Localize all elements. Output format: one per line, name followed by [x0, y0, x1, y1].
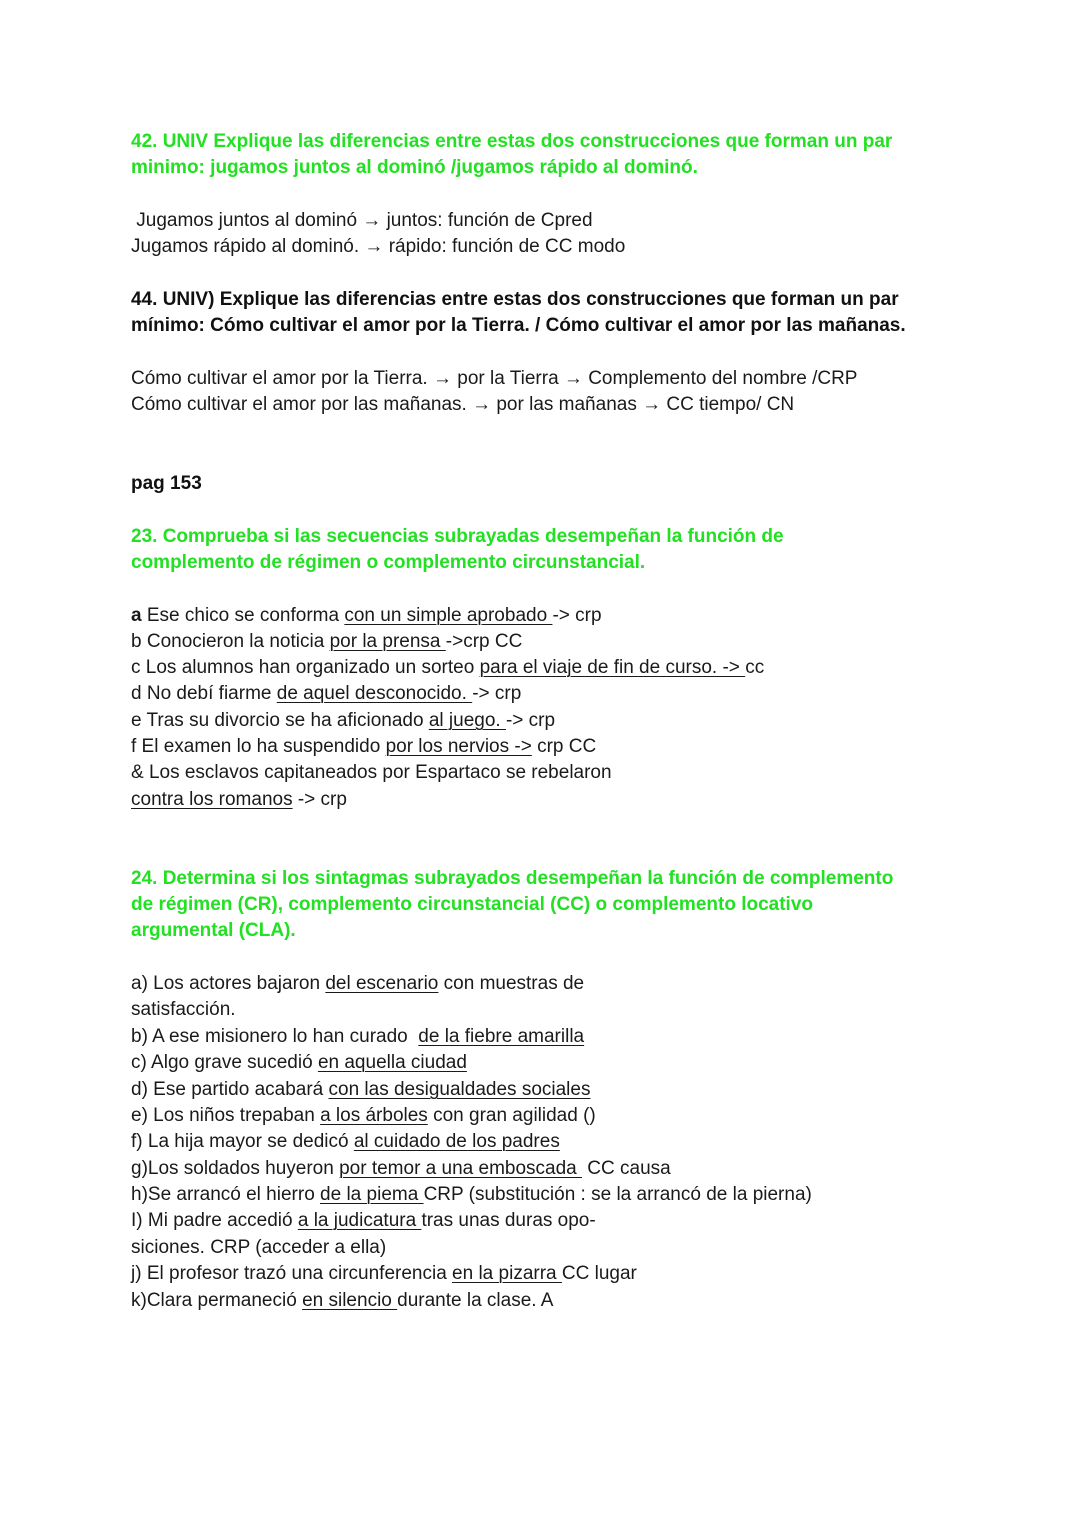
q24-item-c — [131, 1050, 467, 1076]
page-label: pag 153 — [131, 473, 202, 494]
q24-item-d — [131, 1077, 590, 1103]
underlined-phrase: al cuidado de los padres — [353, 1131, 560, 1152]
q23-title-line-2: complemento de régimen o complemento circunstancial. — [131, 552, 646, 573]
item-text: h)Se arrancó el hierro — [131, 1184, 321, 1205]
q24-item-k — [131, 1288, 553, 1314]
underlined-phrase: por temor a una emboscada — [339, 1158, 583, 1179]
q24-item-i-cont: siciones. CRP (acceder a ella) — [131, 1237, 387, 1258]
q24-item-b — [131, 1024, 584, 1050]
q42-answer-1: Jugamos juntos al dominó → juntos: función de Cpred — [131, 210, 593, 231]
item-answer: CC lugar — [561, 1263, 637, 1284]
underlined-phrase: de la piema — [320, 1184, 424, 1205]
item-answer: con muestras de — [438, 973, 585, 994]
q23-item-g-cont — [131, 787, 347, 813]
underlined-phrase: de la fiebre amarilla — [418, 1026, 585, 1047]
q23-title-line-1: 23. Comprueba si las secuencias subrayadas desempeñan la función de — [131, 526, 784, 547]
item-answer: crp CC — [531, 736, 597, 757]
q24-item-a-cont: satisfacción. — [131, 999, 236, 1020]
q24-item-e — [131, 1103, 596, 1129]
item-text: g)Los soldados huyeron — [131, 1158, 340, 1179]
item-text: f) La hija mayor se dedicó — [131, 1131, 354, 1152]
q44-answer-2: Cómo cultivar el amor por las mañanas. → por las mañanas → CC tiempo/ CN — [131, 394, 795, 415]
item-text: d) Ese partido acabará — [131, 1079, 329, 1100]
item-text: f El examen lo ha suspendido — [131, 736, 386, 757]
underlined-phrase: contra los romanos — [131, 789, 293, 810]
item-text: d No debí fiarme — [131, 683, 277, 704]
item-text: Ese chico se conforma — [141, 605, 345, 626]
q23-item-g — [131, 760, 612, 786]
q24-item-h — [131, 1182, 812, 1208]
item-answer: CC causa — [582, 1158, 671, 1179]
item-text: b Conocieron la noticia — [131, 631, 330, 652]
q24-item-g — [131, 1156, 671, 1182]
item-text: c Los alumnos han organizado un sorteo — [131, 657, 480, 678]
q44-title-line-2: mínimo: Cómo cultivar el amor por la Tierra. / Cómo cultivar el amor por las mañanas. — [131, 315, 906, 336]
q42-title-line-1: 42. UNIV Explique las diferencias entre estas dos construcciones que forman un par — [131, 131, 893, 152]
underlined-phrase: para el viaje de fin de curso. -> — [479, 657, 746, 678]
underlined-phrase: con un simple aprobado — [344, 605, 553, 626]
q24-title-line-3: argumental (CLA). — [131, 920, 296, 941]
item-text: a) Los actores bajaron — [131, 973, 326, 994]
item-letter: a — [131, 605, 142, 626]
underlined-phrase: al juego. — [428, 710, 506, 731]
underlined-phrase: con las desigualdades sociales — [328, 1079, 591, 1100]
item-text: c) Algo grave sucedió — [131, 1052, 318, 1073]
q23-item-c — [131, 655, 764, 681]
item-text: j) El profesor trazó una circunferencia — [131, 1263, 453, 1284]
item-text: I) Mi padre accedió — [131, 1210, 298, 1231]
item-answer: -> crp — [292, 789, 347, 810]
q23-item-e — [131, 708, 555, 734]
item-answer: CRP (substitución : se la arrancó de la pierna) — [423, 1184, 812, 1205]
item-text: k)Clara permaneció — [131, 1290, 303, 1311]
item-answer: durante la clase. A — [397, 1290, 554, 1311]
item-answer: -> crp — [552, 605, 602, 626]
q24-item-f — [131, 1129, 560, 1155]
underlined-phrase: en aquella ciudad — [317, 1052, 467, 1073]
underlined-phrase: por la prensa — [329, 631, 446, 652]
underlined-phrase: a la judicatura — [297, 1210, 422, 1231]
q23-item-a — [131, 603, 602, 629]
underlined-phrase: en la pizarra — [452, 1263, 562, 1284]
q24-item-j — [131, 1261, 637, 1287]
q24-item-i — [131, 1208, 596, 1234]
q23-item-f — [131, 734, 596, 760]
item-text: e Tras su divorcio se ha aficionado — [131, 710, 429, 731]
q24-title-line-1: 24. Determina si los sintagmas subrayados desempeñan la función de complemento — [131, 868, 894, 889]
q23-item-b — [131, 629, 522, 655]
q23-item-d — [131, 681, 521, 707]
q24-title-line-2: de régimen (CR), complemento circunstancial (CC) o complemento locativo — [131, 894, 814, 915]
item-text: e) Los niños trepaban — [131, 1105, 321, 1126]
item-answer: cc — [745, 657, 765, 678]
item-text: & Los esclavos capitaneados por Espartaco se rebelaron — [131, 762, 612, 783]
underlined-phrase: del escenario — [325, 973, 439, 994]
underlined-phrase: en silencio — [302, 1290, 398, 1311]
q24-item-a — [131, 971, 584, 997]
q44-title-line-1: 44. UNIV) Explique las diferencias entre estas dos construcciones que forman un par — [131, 289, 899, 310]
underlined-phrase: por los nervios -> — [385, 736, 532, 757]
q42-title-line-2: minimo: jugamos juntos al dominó /jugamos rápido al dominó. — [131, 157, 698, 178]
q44-answer-1: Cómo cultivar el amor por la Tierra. → por la Tierra → Complemento del nombre /CRP — [131, 368, 858, 389]
q42-answer-2: Jugamos rápido al dominó. → rápido: función de CC modo — [131, 236, 626, 257]
item-answer: -> crp — [505, 710, 556, 731]
underlined-phrase: de aquel desconocido. — [276, 683, 473, 704]
item-answer: tras unas duras opo- — [421, 1210, 596, 1231]
item-answer: con gran agilidad () — [427, 1105, 596, 1126]
underlined-phrase: a los árboles — [320, 1105, 428, 1126]
item-answer: ->crp CC — [445, 631, 523, 652]
item-answer: -> crp — [472, 683, 522, 704]
item-text: b) A ese misionero lo han curado — [131, 1026, 419, 1047]
